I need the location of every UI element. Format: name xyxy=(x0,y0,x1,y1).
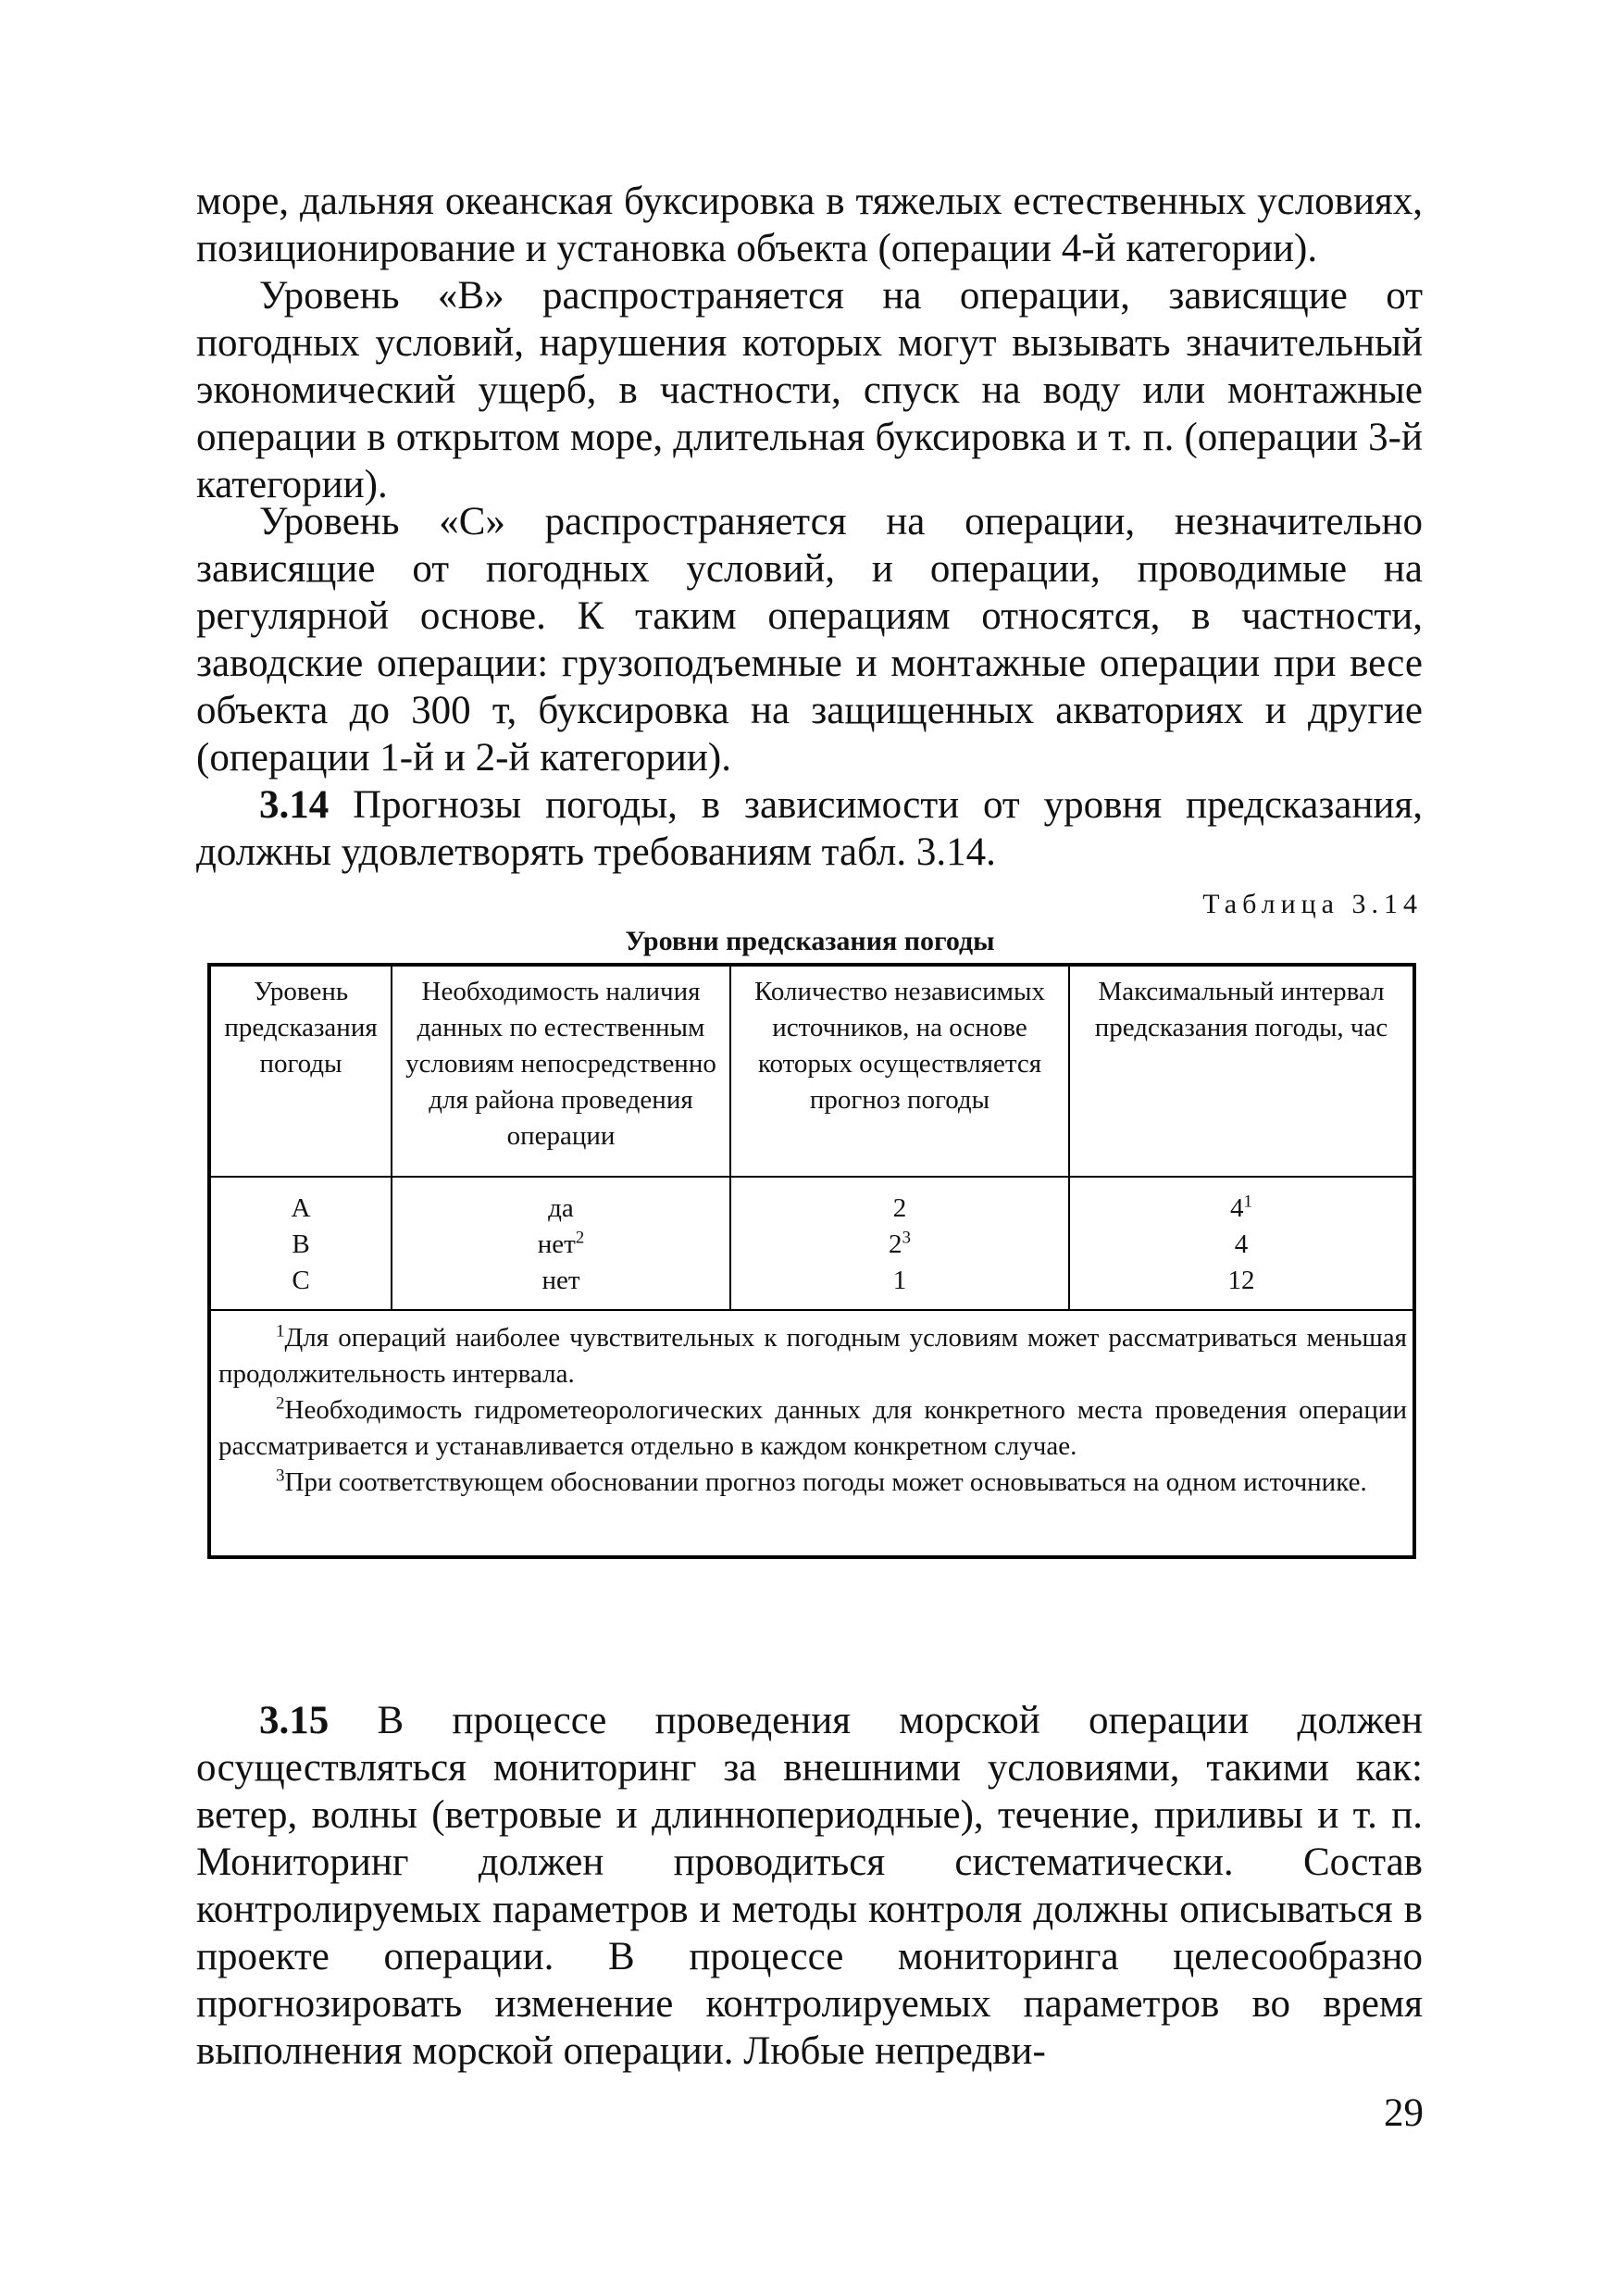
interval-value: 4 xyxy=(1234,1229,1249,1259)
data-needed-value: нет xyxy=(541,1266,580,1295)
paragraph-text: Уровень «В» распространяется на операции, зависящие от погодных условий, нарушения которых могут вызывать значительный экономический ущерб, в частности, спуск на воду или монтажные операции в открытом море, длительная буксировка и т. п. (операции 3-й категории). xyxy=(196,274,1423,506)
page-number: 29 xyxy=(1384,2091,1424,2135)
note-text: Необходимость гидрометеорологических данных для конкретного места проведения операции рассматривается и устанавливается отдельно в каждом конкретном случае. xyxy=(218,1395,1407,1461)
footnote-mark: 3 xyxy=(276,1466,285,1486)
sources-value: 2 xyxy=(892,1193,907,1223)
table-values-row xyxy=(209,1177,1414,1310)
footnote-mark: 1 xyxy=(276,1321,285,1341)
paragraph-text: В процессе проведения морской операции должен осуществляться мониторинг за внешними условиями, такими как: ветер, волны (ветровые и длиннопериодные), течение, приливы и т. п. Мониторинг должен проводиться систематически. Состав контролируемых параметров и методы контроля должны описываться в проекте операции. В процессе мониторинга целесообразно прогнозировать изменение контролируемых параметров во время выполнения морской операции. Любые непредви- xyxy=(196,1699,1423,2073)
data-needed-value: нет xyxy=(537,1229,576,1259)
table-header-row xyxy=(209,965,1414,1177)
footnote-mark: 2 xyxy=(276,1393,285,1414)
interval-value: 4 xyxy=(1230,1193,1244,1223)
table-caption: Таблица 3.14 xyxy=(1202,889,1423,919)
table-notes-row xyxy=(209,1310,1414,1557)
paragraph-text: море, дальняя океанская буксировка в тяжелых естественных условиях, позиционирование и установка объекта (операции 4-й категории). xyxy=(196,180,1423,270)
table-note xyxy=(218,1465,1407,1501)
paragraph-level-b xyxy=(196,272,1423,508)
level-value: А xyxy=(291,1193,311,1223)
table-notes xyxy=(209,1310,1414,1557)
header-data-needed: Необходимость наличия данных по естественным условиям непосредственно для района проведения операции xyxy=(392,965,730,1177)
section-number: 3.15 xyxy=(259,1699,330,1742)
data-needed-value: да xyxy=(548,1193,574,1223)
note-text: При соответствующем обосновании прогноз погоды может основываться на одном источнике. xyxy=(284,1467,1367,1497)
level-value: С xyxy=(292,1266,310,1295)
sources-value: 1 xyxy=(892,1266,907,1295)
interval-column xyxy=(1069,1177,1414,1310)
paragraph-3-14 xyxy=(196,781,1423,876)
sources-column xyxy=(730,1177,1069,1310)
paragraph-3-15 xyxy=(196,1697,1423,2075)
note-text: Для операций наиболее чувствительных к погодным условиям может рассматриваться меньшая продолжительность интервала. xyxy=(218,1323,1407,1389)
footnote-mark: 1 xyxy=(1243,1192,1252,1212)
header-sources: Количество независимых источников, на основе которых осуществляется прогноз погоды xyxy=(730,965,1069,1177)
header-level: Уровень предсказания погоды xyxy=(209,965,392,1177)
sources-value: 2 xyxy=(889,1229,902,1259)
table-note xyxy=(218,1392,1407,1465)
paragraph-level-c xyxy=(196,498,1423,781)
footnote-mark: 2 xyxy=(575,1228,585,1248)
level-value: В xyxy=(292,1229,310,1259)
table-title: Уровни предсказания погоды xyxy=(625,926,995,956)
paragraph-text: Прогнозы погоды, в зависимости от уровня предсказания, должны удовлетворять требованиям табл. 3.14. xyxy=(196,783,1423,874)
paragraph-text: Уровень «С» распространяется на операции, незначительно зависящие от погодных условий, и операции, проводимые на регулярной основе. К таким операциям относятся, в частности, заводские операции: грузоподъемные и монтажные операции при весе объекта до 300 т, буксировка на защищенных акваториях и другие (операции 1-й и 2-й категории). xyxy=(196,500,1423,780)
data-needed-column xyxy=(392,1177,730,1310)
level-column xyxy=(209,1177,392,1310)
interval-value: 12 xyxy=(1227,1266,1255,1295)
table-note xyxy=(218,1320,1407,1392)
section-number: 3.14 xyxy=(259,783,330,827)
header-interval: Максимальный интервал предсказания погоды, час xyxy=(1069,965,1414,1177)
footnote-mark: 3 xyxy=(902,1228,911,1248)
paragraph-continuation xyxy=(196,178,1423,272)
forecast-levels-table xyxy=(207,963,1416,1559)
